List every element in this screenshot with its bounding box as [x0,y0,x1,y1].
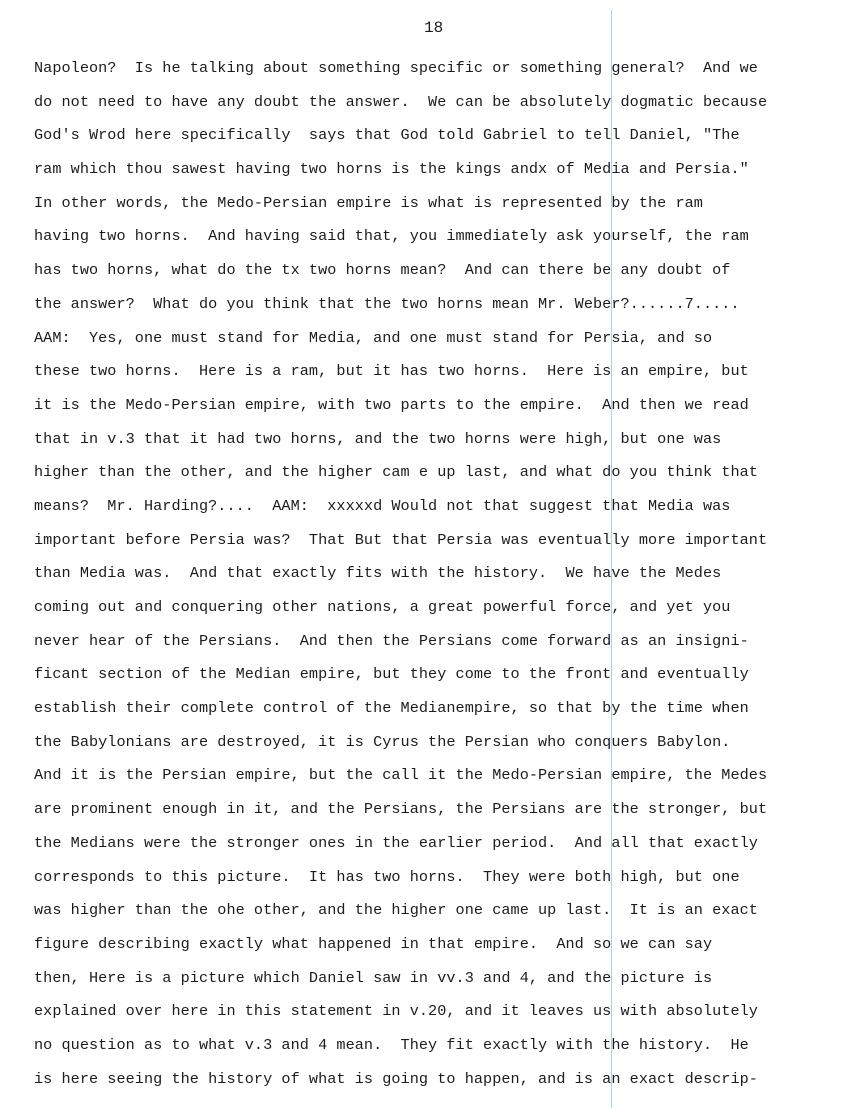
text-line: is here seeing the history of what is going to happen, and is an exact descrip- [34,1069,758,1088]
text-line: higher than the other, and the higher cam e up last, and what do you think that [34,463,758,482]
text-line: corresponds to this picture. It has two horns. They were both high, but one [34,867,740,886]
text-line: then, Here is a picture which Daniel saw in vv.3 and 4, and the picture is [34,968,713,987]
text-line: these two horns. Here is a ram, but it has two horns. Here is an empire, but [34,362,749,381]
text-line: the Medians were the stronger ones in the earlier period. And all that exactly [34,833,758,852]
text-line: AAM: Yes, one must stand for Media, and one must stand for Persia, and so [34,328,713,347]
text-line: has two horns, what do the tx two horns mean? And can there be any doubt of [34,261,731,280]
text-line: means? Mr. Harding?.... AAM: xxxxxd Would not that suggest that Media was [34,496,731,515]
text-line: are prominent enough in it, and the Persians, the Persians are the stronger, but [34,800,768,819]
text-line: than Media was. And that exactly fits with the history. We have the Medes [34,564,722,583]
text-line: God's Wrod here specifically says that God told Gabriel to tell Daniel, "The [34,126,740,145]
text-line: that in v.3 that it had two horns, and the two horns were high, but one was [34,429,722,448]
text-line: explained over here in this statement in v.20, and it leaves us with absolutely [34,1002,758,1021]
text-line: was higher than the ohe other, and the higher one came up last. It is an exact [34,901,758,920]
text-line: And it is the Persian empire, but the call it the Medo-Persian empire, the Medes [34,766,768,785]
text-line: never hear of the Persians. And then the Persians come forward as an insigni- [34,631,749,650]
text-line: having two horns. And having said that, you immediately ask yourself, the ram [34,227,749,246]
text-line: the answer? What do you think that the two horns mean Mr. Weber?......7..... [34,294,740,313]
text-line: no question as to what v.3 and 4 mean. They fit exactly with the history. He [34,1035,749,1054]
text-line: do not need to have any doubt the answer. We can be absolutely dogmatic because [34,92,768,111]
text-line: figure describing exactly what happened in that empire. And so we can say [34,934,713,953]
text-line: ficant section of the Median empire, but they come to the front and eventually [34,665,749,684]
text-line: the Babylonians are destroyed, it is Cyrus the Persian who conquers Babylon. [34,732,731,751]
text-line: Napoleon? Is he talking about something specific or something general? And we [34,59,758,77]
text-line: important before Persia was? That But that Persia was eventually more important [34,530,768,549]
text-line: ram which thou sawest having two horns is the kings andx of Media and Persia." [34,160,749,179]
page-number: 18 [424,19,444,37]
body-text [34,52,849,1096]
text-line: establish their complete control of the Medianempire, so that by the time when [34,699,749,718]
text-line: it is the Medo-Persian empire, with two parts to the empire. And then we read [34,395,749,414]
text-line: coming out and conquering other nations, a great powerful force, and yet you [34,598,731,616]
text-line: In other words, the Medo-Persian empire is what is represented by the ram [34,193,703,212]
